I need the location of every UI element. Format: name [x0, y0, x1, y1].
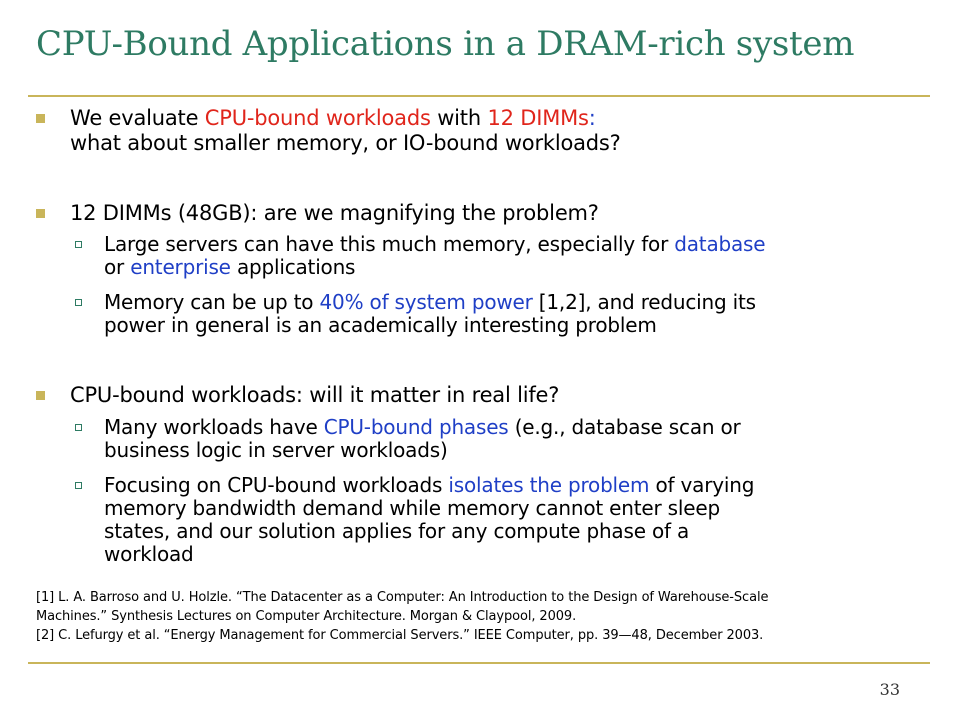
- reference-line: Machines.” Synthesis Lectures on Computer Architecture. Morgan & Claypool, 2009.: [36, 609, 577, 624]
- bullet-evaluate: [70, 106, 910, 156]
- reference-line: [1] L. A. Barroso and U. Holzle. “The Datacenter as a Computer: An Introduction to the Design of Warehouse-Scale: [36, 590, 769, 605]
- highlight-enterprise: enterprise: [130, 255, 231, 279]
- hollow-square-bullet-icon: [75, 424, 82, 431]
- highlight-12-dimms: 12 DIMMs: [487, 106, 589, 130]
- bullet-cpu-bound: [70, 383, 910, 408]
- square-bullet-icon: [36, 209, 45, 218]
- title-divider: [28, 95, 930, 97]
- reference-line: [2] C. Lefurgy et al. “Energy Management for Commercial Servers.” IEEE Computer, pp. 39—48, December 2003.: [36, 628, 764, 643]
- hollow-square-bullet-icon: [75, 482, 82, 489]
- highlight-isolates-problem: isolates the problem: [448, 473, 650, 497]
- bullet-line: what about smaller memory, or IO-bound workloads?: [70, 131, 621, 155]
- highlight-cpu-bound-phases: CPU-bound phases: [323, 415, 509, 439]
- highlight-cpu-bound: CPU-bound workloads: [204, 106, 431, 130]
- highlight-database: database: [674, 232, 766, 256]
- highlight-system-power: 40% of system power: [319, 290, 533, 314]
- references: [36, 588, 916, 645]
- square-bullet-icon: [36, 391, 45, 400]
- footer-divider: [28, 662, 930, 664]
- subbullet-focusing: Focusing on CPU-bound workloads isolates the problem of varying memory bandwidth demand while memory cannot enter sleep states, and our solution applies for any compute phase of a workload: [104, 474, 904, 566]
- subbullet-large-servers: Large servers can have this much memory, especially for database or enterprise applications: [104, 233, 904, 279]
- hollow-square-bullet-icon: [75, 299, 82, 306]
- bullet-12-dimms: [70, 201, 910, 226]
- bullet-line: 12 DIMMs (48GB): are we magnifying the problem?: [70, 201, 599, 225]
- slide-title: CPU-Bound Applications in a DRAM-rich system: [36, 24, 855, 64]
- bullet-line: We evaluate CPU-bound workloads with 12 DIMMs:: [70, 106, 596, 130]
- hollow-square-bullet-icon: [75, 241, 82, 248]
- page-number: 33: [879, 680, 900, 699]
- subbullet-workload-phases: Many workloads have CPU-bound phases (e.g., database scan or business logic in server workloads): [104, 416, 904, 462]
- square-bullet-icon: [36, 114, 45, 123]
- bullet-line: CPU-bound workloads: will it matter in real life?: [70, 383, 560, 407]
- subbullet-memory-power: Memory can be up to 40% of system power [1,2], and reducing its power in general is an academically interesting problem: [104, 291, 904, 337]
